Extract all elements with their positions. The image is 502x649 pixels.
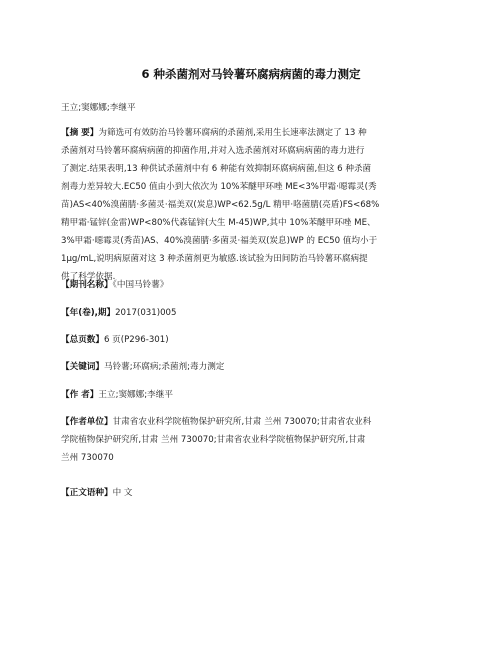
abstract-line: 精甲霜·锰锌(金雷)WP<80%代森锰锌(大生 M-45)WP,其中 10%苯醚甲环唑 ME、 (61, 218, 376, 228)
page-count-field (61, 331, 439, 349)
abstract-line: 苗)AS<40%溴菌腈·多菌灵·福美双(炭息)WP<62.5g/L 精甲·咯菌腈(亮盾)FS<68% (61, 200, 380, 210)
authors-field (61, 386, 439, 404)
journal-field (61, 276, 439, 294)
affiliation-line: 兰州 730070 (61, 453, 114, 463)
field-label: 【作者单位】 (61, 417, 113, 427)
field-value: 王立;窦娜娜;李继平 (98, 390, 173, 400)
abstract-line: 杀菌剂对马铃薯环腐病病菌的抑菌作用,并对入选杀菌剂对环腐病病菌的毒力进行 (61, 146, 365, 156)
keywords-field (61, 358, 439, 376)
field-value: 6 页(P296-301) (103, 335, 169, 345)
affiliation-line: 学院植物保护研究所,甘肃 兰州 730070;甘肃省农业科学院植物保护研究所,甘肃 (61, 435, 366, 445)
field-value: 《中国马铃薯》 (112, 280, 169, 290)
field-label: 【关键词】 (61, 362, 104, 372)
field-value: 甘肃省农业科学院植物保护研究所,甘肃 兰州 730070;甘肃省农业科 (112, 417, 372, 427)
field-value: 中 文 (112, 488, 133, 498)
abstract-line: 3%甲霜·噁霉灵(秀苗)AS、40%溴菌腈·多菌灵·福美双(炭息)WP 的 EC50 值均小于 (61, 236, 378, 246)
abstract-line: 1μg/mL,说明病原菌对这 3 种杀菌剂更为敏感.该试验为田间防治马铃薯环腐病提 (61, 254, 368, 264)
field-value: 2017(031)005 (115, 308, 177, 318)
page-title: 6 种杀菌剂对马铃薯环腐病病菌的毒力测定 (141, 67, 361, 81)
field-label: 【总页数】 (61, 335, 104, 345)
language-field (61, 484, 439, 502)
field-value: 马铃薯;环腐病;杀菌剂;毒力测定 (103, 362, 225, 372)
abstract-line: 供了科学依据. (61, 272, 116, 282)
abstract-section (61, 124, 439, 286)
field-label: 【期刊名称】 (61, 280, 113, 290)
abstract-label: 【摘 要】 (61, 128, 99, 138)
abstract-line: 了测定.结果表明,13 种供试杀菌剂中有 6 种能有效抑制环腐病病菌,但这 6 种杀菌 (61, 164, 372, 174)
abstract-line (61, 124, 439, 142)
abstract-line: 剂毒力差异较大.EC50 值由小到大依次为 10%苯醚甲环唑 ME<3%甲霜·噁霉灵(秀 (61, 182, 377, 192)
author-line: 王立;窦娜娜;李继平 (61, 103, 136, 113)
field-label: 【正文语种】 (61, 488, 113, 498)
affiliation-line (61, 413, 439, 431)
year-volume-field (61, 304, 439, 322)
abstract-text: 为筛选可有效防治马铃薯环腐病的杀菌剂,采用生长速率法测定了 13 种 (98, 128, 367, 138)
field-label: 【年(卷),期】 (61, 308, 116, 318)
field-label: 【作 者】 (61, 390, 99, 400)
affiliation-field (61, 413, 439, 467)
